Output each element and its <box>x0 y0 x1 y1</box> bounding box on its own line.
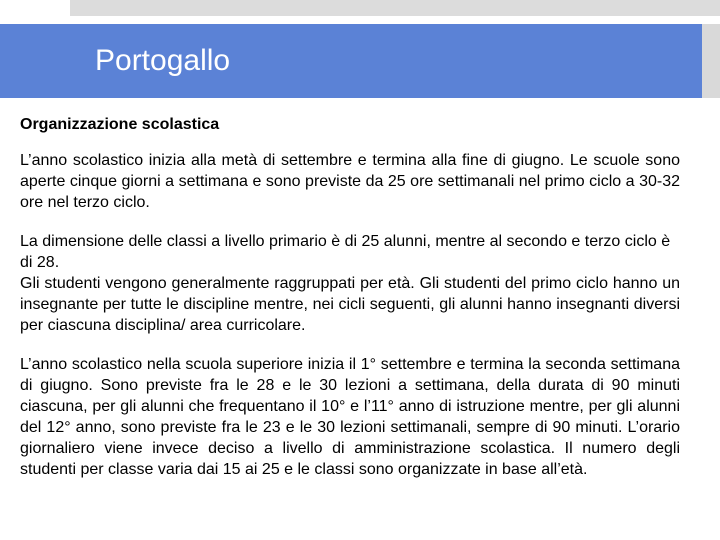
paragraph-grouping: Gli studenti vengono generalmente raggruppati per età. Gli studenti del primo ciclo hanno un insegnante per tutte le discipline mentre, nei cicli seguenti, gli alunni hanno insegnanti diversi per ciascuna disciplina/ area curricolare. <box>20 275 680 334</box>
paragraph-class-size: La dimensione delle classi a livello primario è di 25 alunni, mentre al secondo e terzo ciclo è di 28. <box>20 233 671 271</box>
paragraph-school-year: L’anno scolastico inizia alla metà di settembre e termina alla fine di giugno. Le scuole sono aperte cinque giorni a settimana e sono previste da 25 ore settimanali nel primo ciclo a 30-32 ore nel terzo ciclo. <box>20 152 680 211</box>
title-bar <box>0 24 702 98</box>
section-heading: Organizzazione scolastica <box>20 116 220 133</box>
title-bar-shadow <box>702 24 720 98</box>
slide-content <box>20 114 680 498</box>
top-decor-strip <box>70 0 720 16</box>
paragraph-upper-secondary: L’anno scolastico nella scuola superiore inizia il 1° settembre e termina la seconda settimana di giugno. Sono previste fra le 28 e le 30 lezioni a settimana, della durata di 90 minuti ciascuna, per gli alunni che frequentano il 10° e l’11° anno di istruzione mentre, per gli alunni del 12° anno, sono previste fra le 23 e le 30 lezioni settimanali, sempre di 90 minuti. L’orario giornaliero viene invece deciso a livello di amministrazione scolastica. Il numero degli studenti per classe varia dai 15 ai 25 e le classi sono organizzate in base all’età. <box>20 356 680 478</box>
slide-title: Portogallo <box>95 44 231 77</box>
